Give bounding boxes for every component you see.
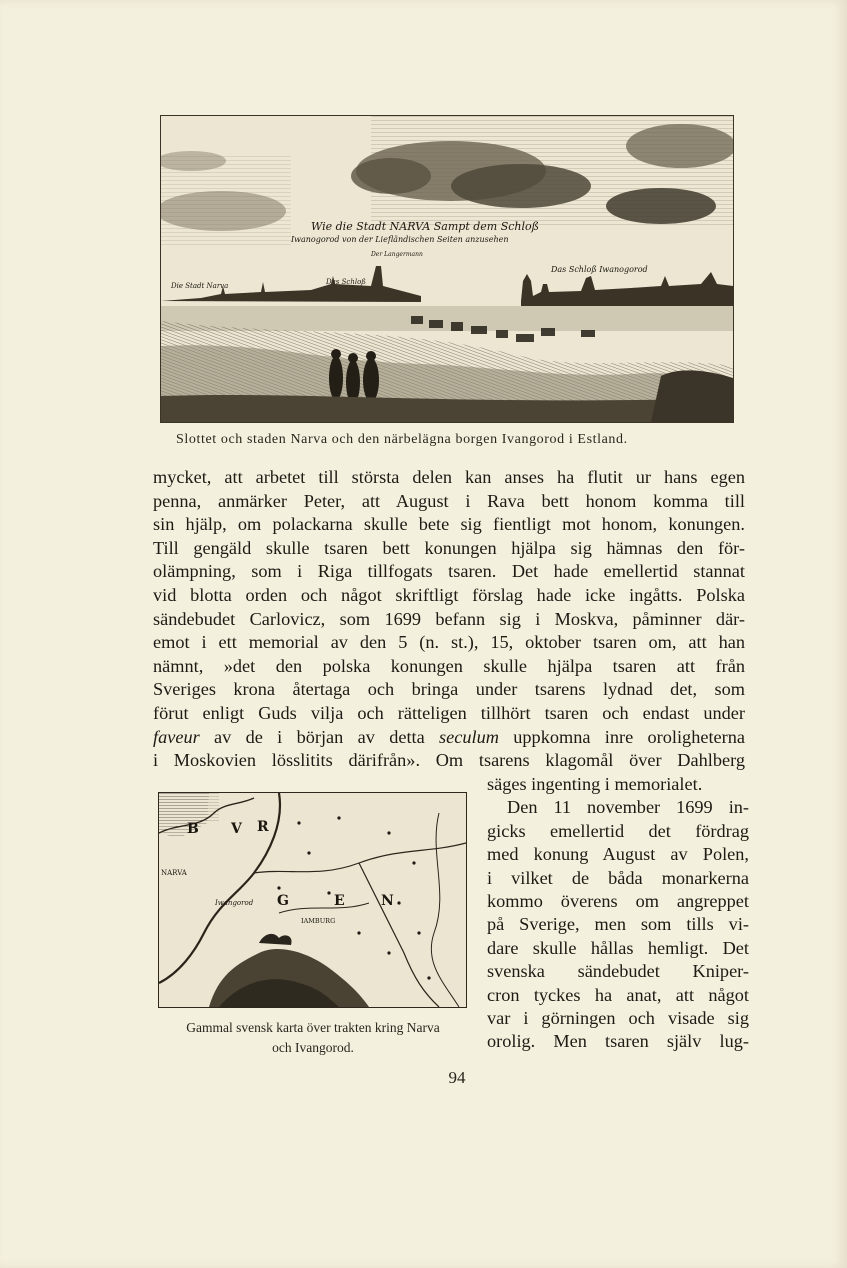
- engraving-fort-label: Der Langermann: [371, 251, 423, 258]
- column-line: Den 11 november 1699 in-: [507, 797, 749, 818]
- body-line: emot i ett memorial av den 5 (n. st.), 15, oktober tsaren om, att han: [153, 632, 745, 653]
- body-line: i Moskovien lösslitits därifrån». Om tsarens klagomål över Dahlberg: [153, 750, 745, 771]
- body-line: penna, anmärker Peter, att August i Rava bett honom komma till: [153, 490, 745, 511]
- body-line: nämnt, »det den polska konungen skulle hjälpa tsaren att från: [153, 655, 745, 676]
- body-line: Till gengäld skulle tsaren bett konungen hjälpa sig hämnas den för-: [153, 537, 745, 558]
- column-line: säges ingenting i memorialet.: [487, 774, 703, 794]
- body-line-segment: av de i början av detta: [199, 726, 440, 747]
- map-letter-e: E: [334, 893, 345, 909]
- column-text: [487, 773, 749, 1054]
- engraving-schloss-label: Das Schloß: [326, 278, 366, 286]
- column-line: var i görningen och visade sig: [487, 1008, 749, 1029]
- body-line: förut enligt Guds vilja och rätteligen tillhört tsaren och endast under: [153, 702, 745, 723]
- old-map-image: [158, 792, 467, 1008]
- body-line: sändebudet Carlovicz, som 1699 befann sig i Moskva, påminner där-: [153, 608, 745, 629]
- map-letter-n: N: [381, 893, 394, 909]
- engraving-iwan-label: Das Schloß Iwanogorod: [551, 265, 648, 274]
- column-line: orolig. Men tsaren själv lug-: [487, 1031, 749, 1052]
- engraving-title-line2: Iwanogorod von der Liefländischen Seiten anzusehen: [291, 235, 509, 244]
- page-number: 94: [448, 1068, 466, 1087]
- italic-faveur: faveur: [153, 726, 200, 747]
- body-line: vid blotta orden och något skriftligt förslag hade icke ingåtts. Polska: [153, 584, 745, 605]
- body-line: sin hjälp, om polackarna skulle bete sig fientligt mot honom, konungen.: [153, 514, 745, 535]
- column-line: dare skulle hållas hemligt. Det: [487, 937, 749, 958]
- map-letter-b: B: [187, 821, 199, 837]
- map-caption: [156, 1018, 470, 1058]
- map-label-iamburg: IAMBURG: [301, 917, 336, 925]
- narva-engraving-image: [160, 115, 734, 423]
- map-caption-line1: Gammal svensk karta över trakten kring Narva: [186, 1020, 440, 1035]
- body-line: olämpning, som i Riga tillfogats tsaren. Det hade emellertid stannat: [153, 561, 745, 582]
- column-line: kommo överens om angreppet: [487, 891, 749, 912]
- engraving-stadt-label: Die Stadt Narva: [171, 282, 229, 290]
- italic-seculum: seculum: [439, 726, 499, 747]
- engraving-title-line1: Wie die Stadt NARVA Sampt dem Schloß: [311, 220, 540, 233]
- body-line-with-italics: [153, 726, 745, 750]
- column-line: svenska sändebudet Kniper-: [487, 961, 749, 982]
- column-line: i vilket de båda monarkerna: [487, 867, 749, 888]
- column-line: med konung August av Polen,: [487, 844, 749, 865]
- map-letter-v: V: [231, 821, 242, 837]
- map-letter-g: G: [277, 893, 289, 909]
- column-line: på Sverige, men som tills vi-: [487, 914, 749, 935]
- column-line: cron tyckes ha anat, att något: [487, 984, 749, 1005]
- map-label-ivangorod: Iwangorod: [215, 899, 254, 907]
- map-label-narva: NARVA: [161, 869, 187, 877]
- main-body-text: [153, 466, 745, 773]
- engraving-caption: Slottet och staden Narva och den närbelägna borgen Ivangorod i Estland.: [176, 432, 628, 447]
- body-line: mycket, att arbetet till största delen kan anses ha flutit ur hans egen: [153, 467, 745, 487]
- map-letter-r: R: [257, 819, 269, 835]
- body-line: Sveriges krona återtaga och bringa under tsarens lydnad det, som: [153, 679, 745, 700]
- map-caption-line2: och Ivangorod.: [272, 1040, 354, 1055]
- body-line-segment: uppkomna inre oroligheterna: [498, 726, 745, 747]
- map-drawing: [159, 793, 466, 1007]
- engraving-drawing: [161, 116, 733, 422]
- column-line: gicks emellertid det fördrag: [487, 820, 749, 841]
